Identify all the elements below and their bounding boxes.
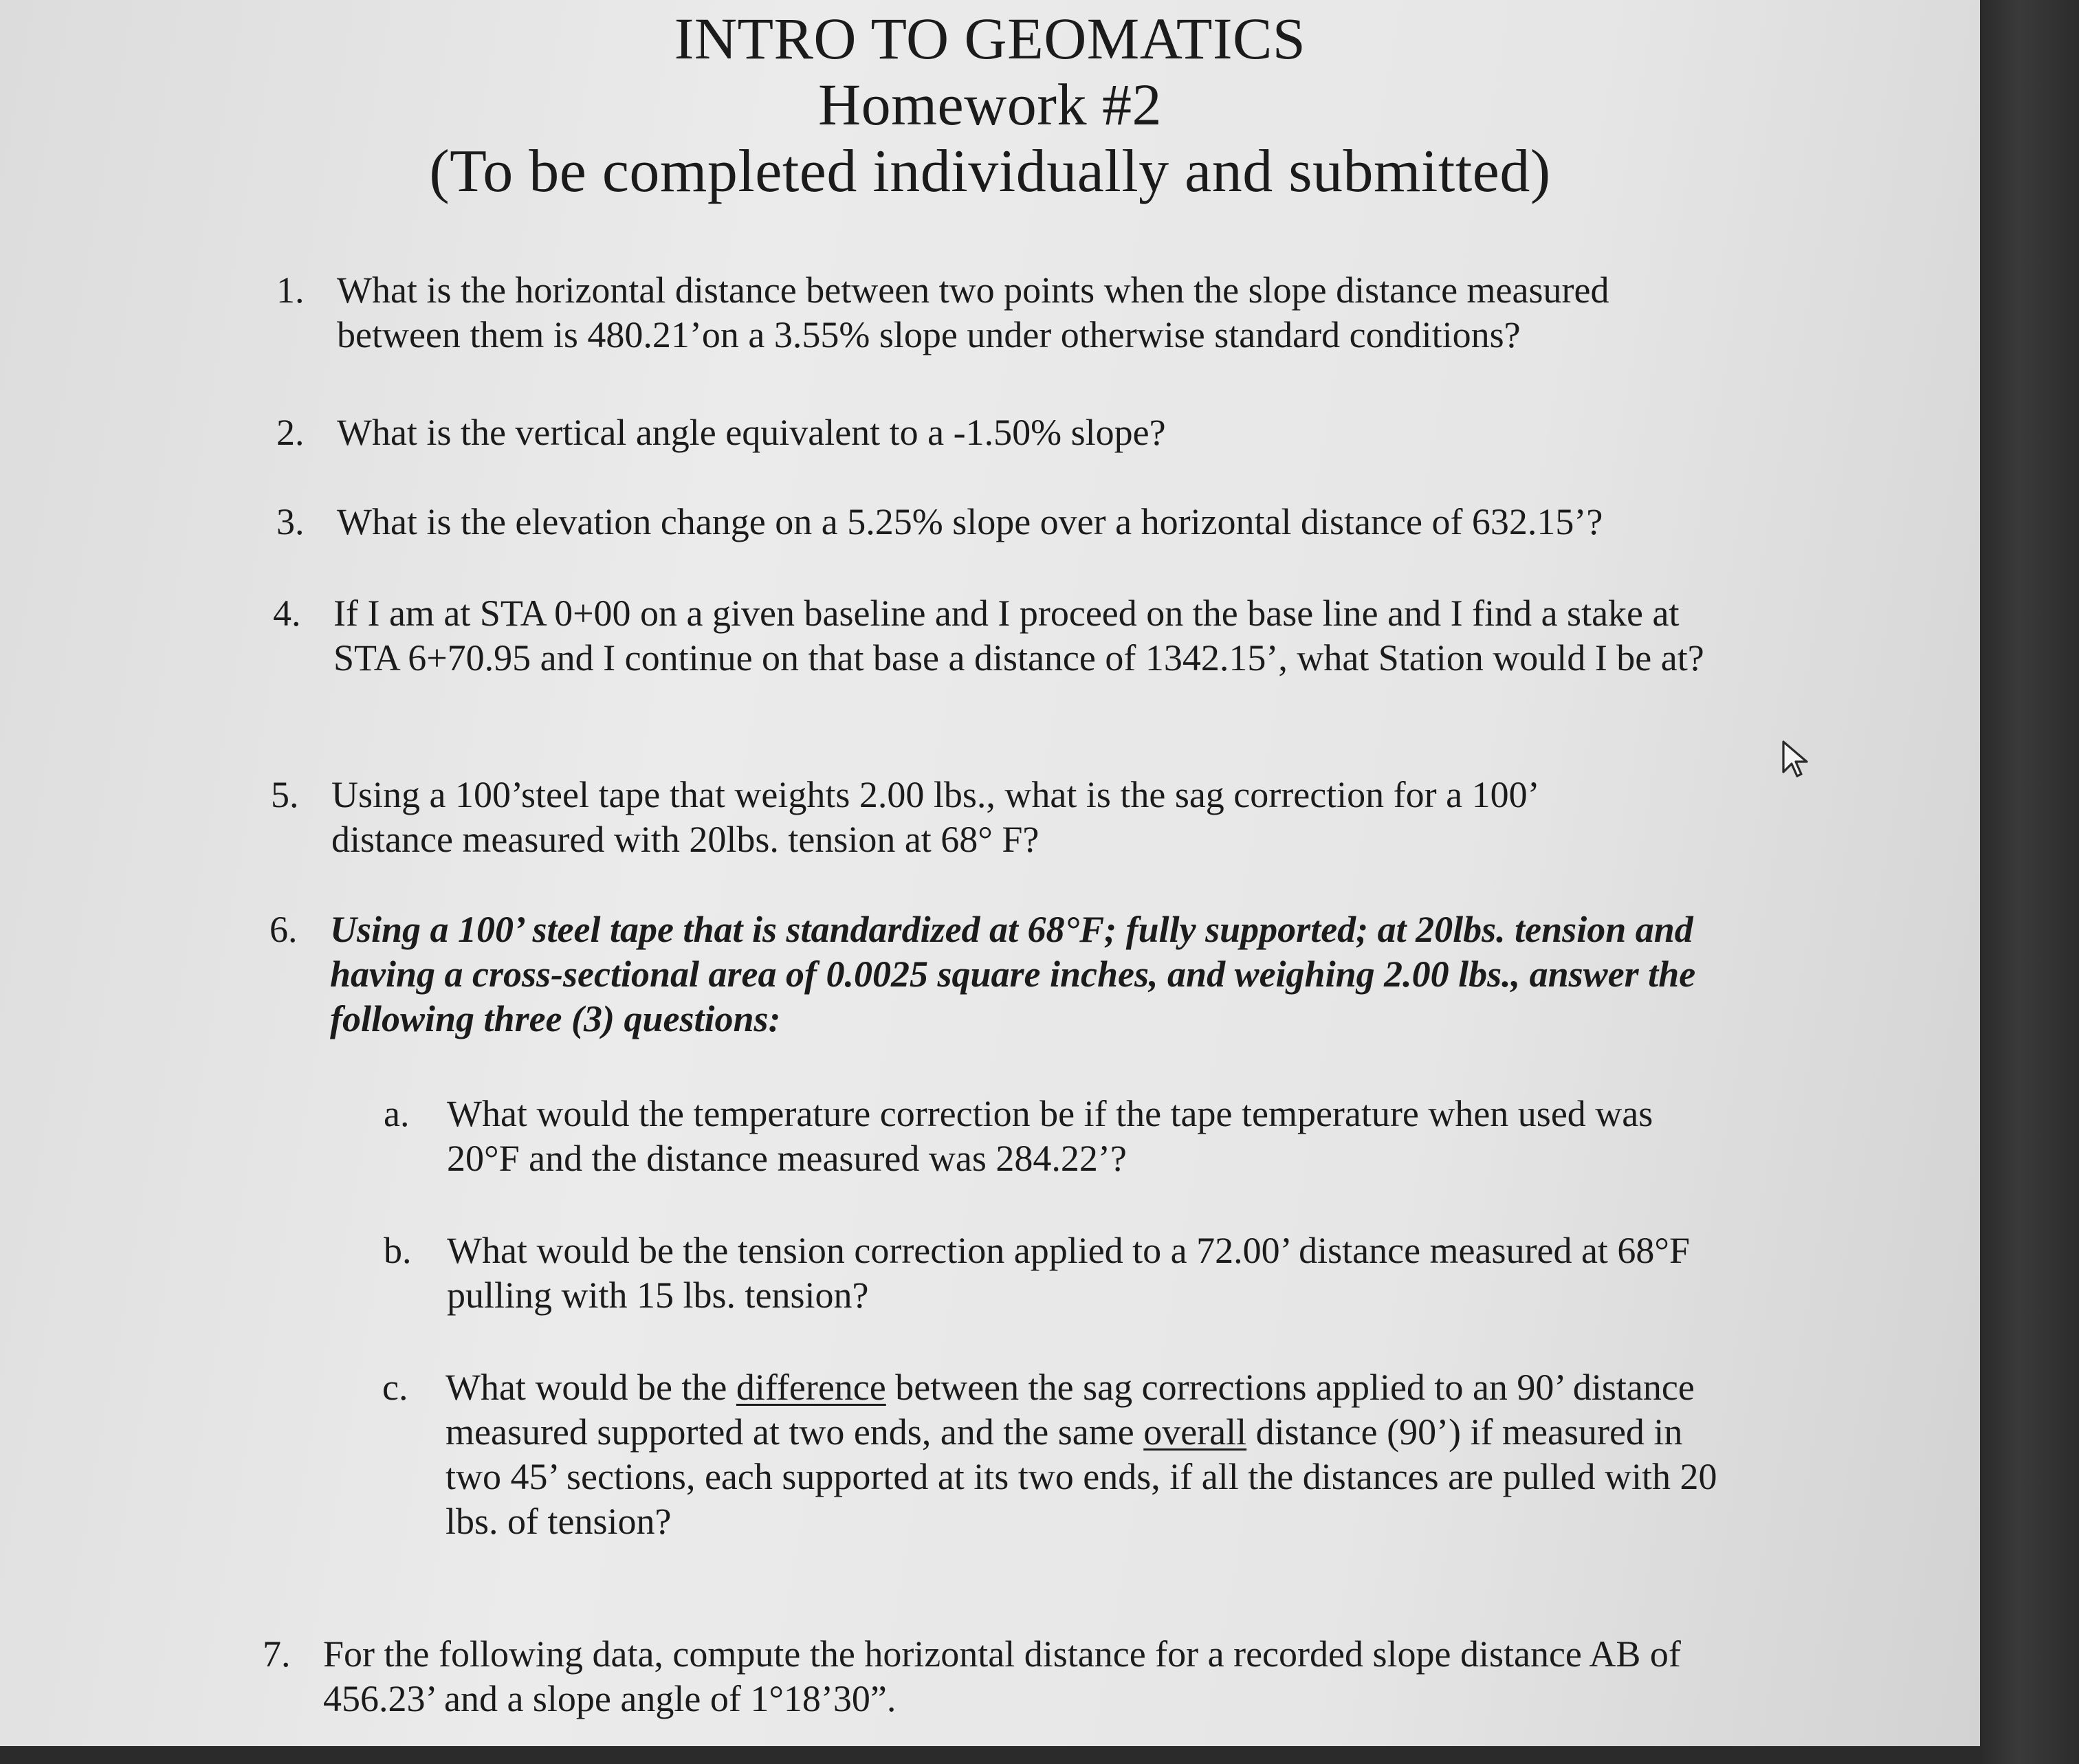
subquestion-text-part: distance (90’) if measured in two 45’ sections, each supported at its two ends, if all the distances are pulled with 20 lbs. of tension?: [446, 1411, 1717, 1542]
question-6: [270, 907, 1719, 1041]
question-number: 1.: [276, 269, 305, 311]
question-text: What is the elevation change on a 5.25% slope over a horizontal distance of 632.15’?: [337, 501, 1603, 542]
question-number: 3.: [276, 501, 305, 542]
question-5: [271, 773, 1658, 862]
question-number: 4.: [273, 593, 301, 634]
homework-title: Homework #2: [818, 71, 1162, 137]
question-number: 2.: [276, 412, 305, 453]
monitor-bezel: [1980, 0, 2079, 1764]
question-text: For the following data, compute the horizontal distance for a recorded slope distance AB of 456.23’ and a slope angle of 1°18’30”.: [323, 1633, 1681, 1719]
subquestion-letter: c.: [382, 1367, 408, 1408]
question-6a: [384, 1092, 1732, 1181]
underlined-word-overall: overall: [1143, 1411, 1247, 1453]
question-3: [276, 500, 1684, 544]
question-number: 5.: [271, 774, 299, 815]
subquestion-text: What would the temperature correction be if the tape temperature when used was 20°F and the distance measured was 284.22’?: [447, 1093, 1653, 1179]
monitor-bottom-edge: [0, 1746, 1980, 1764]
question-6c: [382, 1365, 1731, 1544]
document-header: [0, 0, 1980, 206]
subquestion-text-part: between the sag corrections applied to an 90’ distance measured supported at two ends, and the same: [446, 1367, 1695, 1453]
question-4: [273, 591, 1729, 681]
question-number: 7.: [263, 1633, 291, 1675]
course-title: INTRO TO GEOMATICS: [674, 5, 1306, 71]
underlined-word-difference: difference: [736, 1367, 886, 1408]
subquestion-letter: a.: [384, 1093, 410, 1134]
question-text: Using a 100’ steel tape that is standardized at 68°F; fully supported; at 20lbs. tension and having a cross-sectional area of 0.0025 square inches, and weighing 2.00 lbs., answer the following three (3) questions:: [330, 909, 1696, 1039]
subquestion-text: What would be the tension correction applied to a 72.00’ distance measured at 68°F pulling with 15 lbs. tension?: [447, 1230, 1691, 1316]
question-6b: [384, 1228, 1732, 1318]
question-1: [276, 268, 1684, 357]
submission-note: (To be completed individually and submitted): [429, 138, 1551, 205]
question-text: Using a 100’steel tape that weights 2.00 lbs., what is the sag correction for a 100’ distance measured with 20lbs. tension at 68° F?: [331, 774, 1537, 860]
question-2: [276, 410, 1684, 455]
subquestion-text: [446, 1365, 1731, 1544]
question-text: What is the horizontal distance between two points when the slope distance measured between them is 480.21’on a 3.55% slope under otherwise standard conditions?: [337, 269, 1609, 355]
subquestion-letter: b.: [384, 1230, 412, 1271]
question-text: If I am at STA 0+00 on a given baseline and I proceed on the base line and I find a stake at STA 6+70.95 and I continue on that base a distance of 1342.15’, what Station would I be at?: [333, 593, 1704, 679]
question-text: What is the vertical angle equivalent to a -1.50% slope?: [337, 412, 1166, 453]
mouse-pointer-icon: [1781, 739, 1814, 780]
subquestion-text-part: What would be the: [446, 1367, 736, 1408]
question-number: 6.: [270, 909, 298, 950]
question-7: [263, 1632, 1739, 1721]
